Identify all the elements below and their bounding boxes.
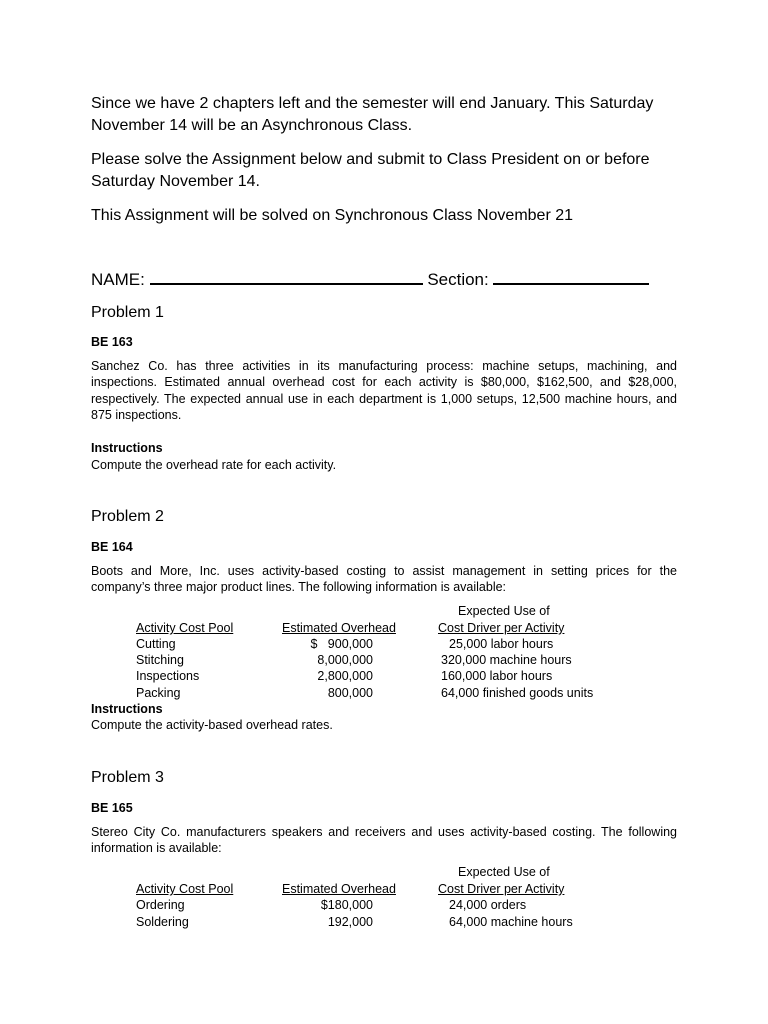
table-col3-top: Expected Use of [458,604,550,618]
problem-2-text: Boots and More, Inc. uses activity-based costing to assist management in setting prices for the company’s three major product lines. The following information is available: [91,564,677,595]
table-cell: 24,000 orders [449,898,527,912]
table-header: Estimated Overhead [282,882,396,896]
problem-3-text: Stereo City Co. manufacturers speakers and receivers and uses activity-based costing. The following information is available: [91,825,677,856]
table-cell: $ 900,000 [310,637,373,651]
table-cell: 25,000 labor hours [449,637,554,651]
problem-2-instructions: Compute the activity-based overhead rates. [91,718,333,732]
problem-1-instructions: Compute the overhead rate for each activity. [91,458,337,472]
problem-2-instructions-label: Instructions [91,702,163,716]
intro-paragraph-1: Since we have 2 chapters left and the semester will end January. This Saturday November 14 will be an Asynchronous Class. [91,95,654,134]
table-col3-top: Expected Use of [458,865,550,879]
problem-1-heading: Problem 1 [91,304,164,321]
table-header: Estimated Overhead [282,621,396,635]
problem-1-text: Sanchez Co. has three activities in its manufacturing process: machine setups, machining, and inspections. Estimated annual overhead cost for each activity is $80,000, $162,500, and $28,000, respectively. The expected annual use in each department is 1,000 setups, 12,500 machine hours, and 875 inspections. [91,359,677,422]
table-cell: 64,000 finished goods units [441,686,594,700]
problem-1-code: BE 163 [91,335,133,349]
intro-paragraph-3: This Assignment will be solved on Synchronous Class November 21 [91,207,574,224]
table-cell: 192,000 [327,915,373,929]
intro-paragraph-2: Please solve the Assignment below and submit to Class President on or before Saturday November 14. [91,151,650,190]
section-label: Section: [427,270,489,289]
table-cell: 8,000,000 [317,653,373,667]
table-cell: 160,000 labor hours [441,669,553,683]
table-cell: 2,800,000 [317,669,373,683]
problem-2-heading: Problem 2 [91,508,164,525]
problem-3-code: BE 165 [91,801,133,815]
table-cell: Inspections [136,669,200,683]
table-cell: 64,000 machine hours [449,915,573,929]
table-header: Activity Cost Pool [136,621,234,635]
name-blank[interactable] [150,269,423,285]
section-blank[interactable] [493,269,649,285]
table-cell: 800,000 [327,686,373,700]
name-section-line [91,269,649,291]
table-cell: $180,000 [320,898,373,912]
name-label: NAME: [91,270,145,289]
table-cell: Cutting [136,637,176,651]
table-cell: Packing [136,686,181,700]
table-header: Cost Driver per Activity [438,882,565,896]
problem-1-instructions-label: Instructions [91,441,163,455]
table-cell: Stitching [136,653,184,667]
table-cell: Ordering [136,898,185,912]
table-header: Activity Cost Pool [136,882,234,896]
table-cell: Soldering [136,915,189,929]
problem-2-code: BE 164 [91,540,133,554]
table-header: Cost Driver per Activity [438,621,565,635]
problem-3-heading: Problem 3 [91,769,164,786]
table-cell: 320,000 machine hours [441,653,572,667]
